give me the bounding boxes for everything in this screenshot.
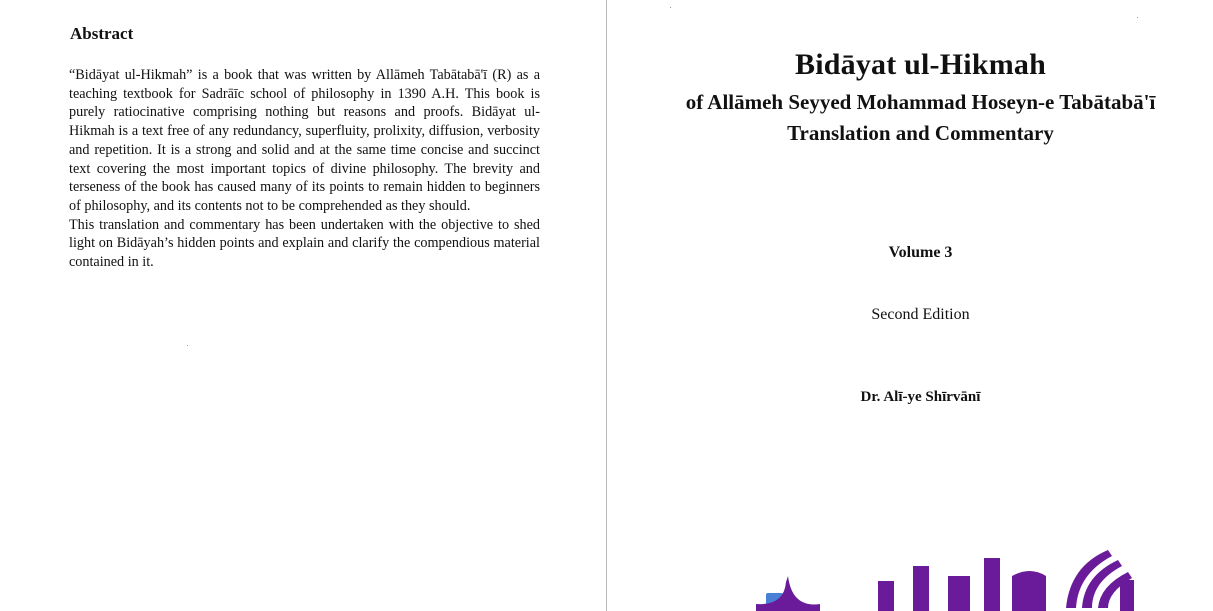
left-page: [0, 0, 606, 611]
edition-label: Second Edition: [871, 306, 970, 323]
book-subtitle-translation: Translation and Commentary: [787, 121, 1054, 145]
watermark-letter-shape: [756, 576, 820, 611]
abstract-paragraph-1: “Bidāyat ul-Hikmah” is a book that was written by Allāmeh Tabātabā'ī (R) as a teaching textbook for Sadrāīc school of philosophy in 1390 A.H. This book is purely ratiocinative comprising nothing but reasons and proofs. Bidāyat ul-Hikmah is a text free of any redundancy, superfluity, prolixity, diffusion, verbosity and repetition. It is a strong and solid and at the same time concise and succinct text covering the most important topics of divine philosophy. The brevity and terseness of the book has caused many of its points to remain hidden to beginners of philosophy, and its contents not to be comprehended as they should.: [69, 67, 540, 214]
scan-speck: [670, 7, 671, 8]
watermark-letter-shape: [948, 576, 970, 611]
book-subtitle: of Allāmeh Seyyed Mohammad Hoseyn-e Tabātabā'ī: [685, 90, 1156, 114]
watermark-letter-shape: [913, 566, 929, 611]
abstract-paragraph-2: This translation and commentary has been undertaken with the objective to shed light on Bidāyah’s hidden points and explain and clarify the compendious material contained in it.: [69, 216, 540, 271]
watermark-letter-shape: [1012, 571, 1046, 611]
book-title: Bidāyat ul-Hikmah: [795, 48, 1046, 81]
watermark-letter-shape: [984, 558, 1000, 611]
abstract-heading: Abstract: [70, 24, 134, 43]
watermark-book-icon: [1066, 550, 1134, 611]
abstract-body: [69, 66, 540, 272]
watermark-logo: [748, 546, 1148, 611]
scan-speck: [1137, 17, 1138, 18]
volume-label: Volume 3: [888, 244, 953, 261]
watermark-letter-shape: [878, 581, 894, 611]
watermark-graphic: [748, 546, 1148, 611]
author-name: Dr. Alī-ye Shīrvānī: [860, 389, 981, 405]
scan-speck: [187, 345, 188, 346]
right-page: [607, 0, 1213, 611]
